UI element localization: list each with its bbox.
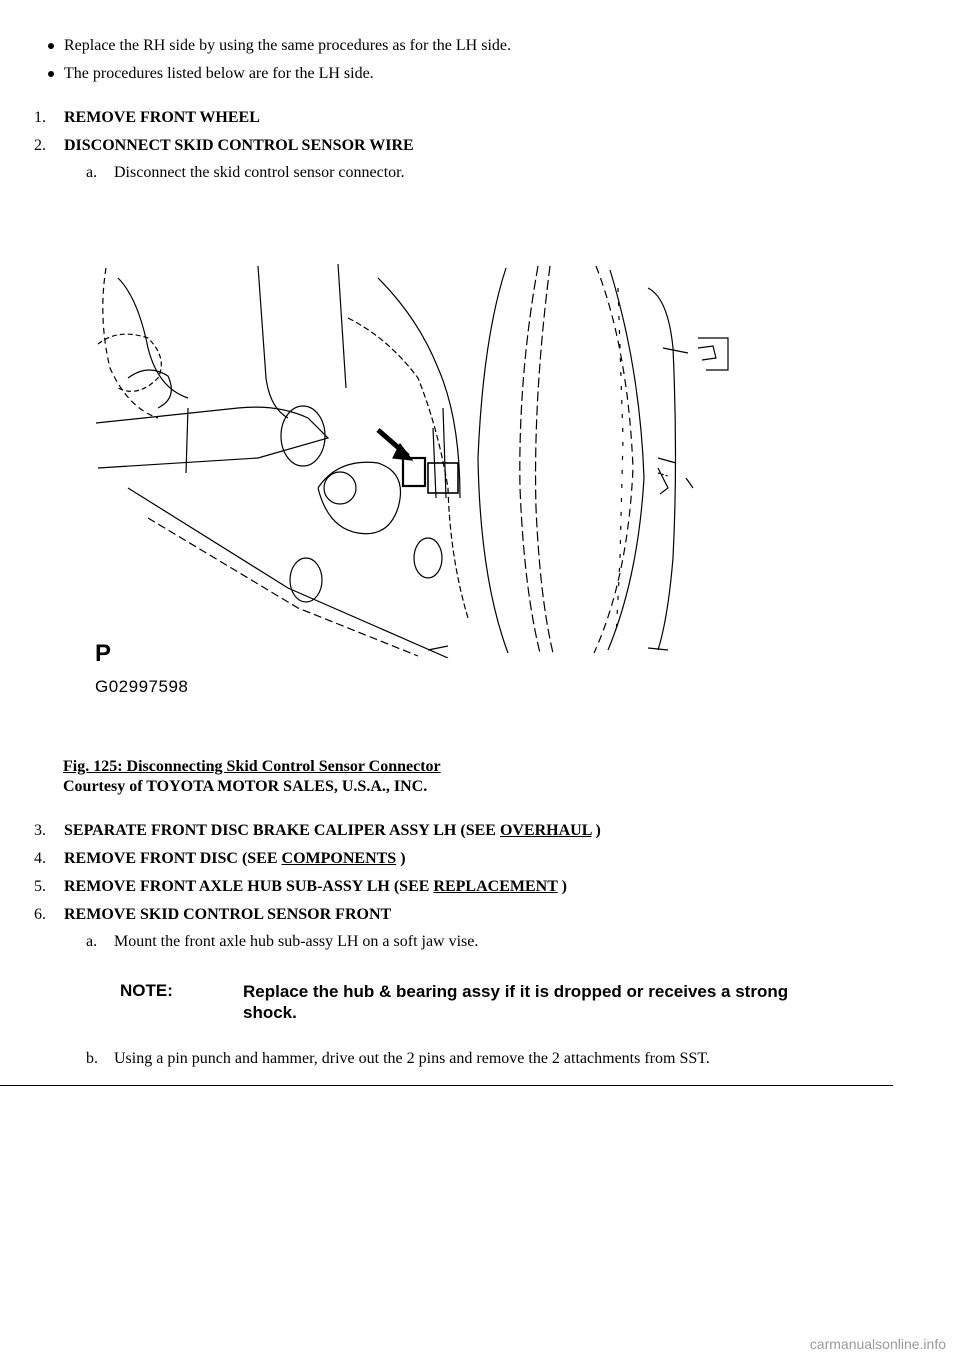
note-label: NOTE:: [120, 981, 173, 1000]
step-number: 5.: [34, 878, 46, 895]
step-title: REMOVE SKID CONTROL SENSOR FRONT: [64, 906, 392, 923]
step-number: 4.: [34, 850, 46, 867]
substep-text: Using a pin punch and hammer, drive out the 2 pins and remove the 2 attachments from SST.: [114, 1050, 710, 1067]
link-overhaul[interactable]: OVERHAUL: [499, 822, 592, 839]
link-components[interactable]: COMPONENTS: [281, 850, 397, 867]
step-2-substep-a: [86, 164, 405, 182]
step-title: REMOVE FRONT WHEEL: [64, 109, 260, 126]
substep-text: Disconnect the skid control sensor connector.: [114, 164, 405, 181]
step-number: 6.: [34, 906, 46, 923]
note-text: [243, 981, 788, 1023]
substep-label: a.: [86, 933, 98, 950]
step-2: [34, 137, 414, 155]
substep-text: Mount the front axle hub sub-assy LH on a soft jaw vise.: [114, 933, 479, 950]
step-number: 2.: [34, 137, 46, 154]
step-1: [34, 109, 260, 127]
bullet-text: Replace the RH side by using the same procedures as for the LH side.: [64, 37, 511, 54]
step-6-substep-b: [86, 1050, 710, 1068]
figure-caption[interactable]: Fig. 125: Disconnecting Skid Control Sensor Connector: [63, 758, 441, 775]
substep-label: a.: [86, 164, 98, 181]
step-4: [34, 850, 406, 868]
step-title-tail: ): [591, 822, 601, 839]
note-line: Replace the hub & bearing assy if it is dropped or receives a strong: [243, 982, 789, 1001]
step-title: REMOVE FRONT AXLE HUB SUB-ASSY LH (SEE: [64, 878, 434, 895]
step-title-tail: ): [396, 850, 406, 867]
step-number: 3.: [34, 822, 46, 839]
step-number: 1.: [34, 109, 46, 126]
watermark: carmanualsonline.info: [809, 1336, 946, 1352]
step-title: DISCONNECT SKID CONTROL SENSOR WIRE: [64, 137, 414, 154]
step-6: [34, 906, 391, 924]
brake-assembly-illustration: [88, 258, 736, 658]
step-title: SEPARATE FRONT DISC BRAKE CALIPER ASSY LH (SEE: [64, 822, 500, 839]
step-6-substep-a: [86, 933, 478, 951]
step-title: REMOVE FRONT DISC (SEE: [64, 850, 282, 867]
figure-id-code: G02997598: [95, 677, 189, 696]
figure-code-p: P: [95, 640, 112, 667]
substep-label: b.: [86, 1050, 98, 1067]
figure-courtesy: Courtesy of TOYOTA MOTOR SALES, U.S.A., INC.: [63, 778, 428, 795]
note-line: shock.: [243, 1003, 297, 1022]
bullet-dot-icon: [48, 43, 54, 49]
bullet-dot-icon: [48, 71, 54, 77]
page-divider: [0, 1085, 893, 1086]
step-5: [34, 878, 567, 896]
step-3: [34, 822, 601, 840]
link-replacement[interactable]: REPLACEMENT: [433, 878, 558, 895]
step-title-tail: ): [557, 878, 567, 895]
bullet-text: The procedures listed below are for the LH side.: [64, 65, 374, 82]
bullet-item: [48, 65, 374, 83]
bullet-item: [48, 37, 511, 55]
